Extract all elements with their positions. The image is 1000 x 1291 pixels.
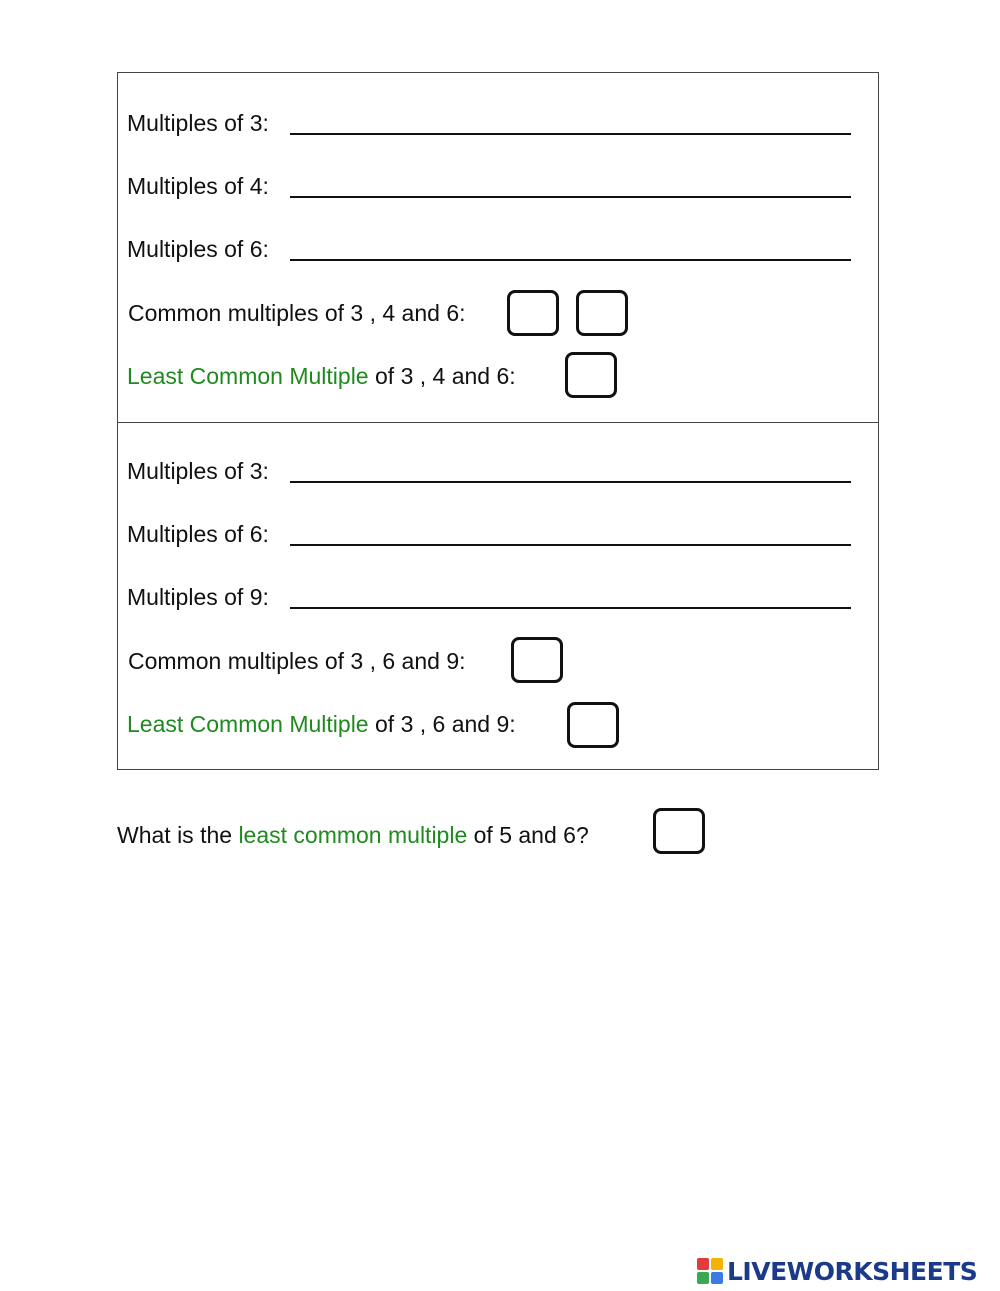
question-answer-box[interactable] xyxy=(653,808,705,854)
lcm-row xyxy=(127,710,516,738)
common-multiples-row xyxy=(128,647,466,675)
lcm-green-label: Least Common Multiple xyxy=(127,711,369,737)
multiples-label: Multiples of 6: xyxy=(127,521,269,547)
multiples-label: Multiples of 6: xyxy=(127,236,269,262)
logo-text: LIVEWORKSHEETS xyxy=(727,1256,978,1286)
multiples-row xyxy=(127,583,269,611)
common-multiples-label: Common multiples of 3 , 4 and 6: xyxy=(128,300,466,326)
logo-mark-icon xyxy=(697,1258,723,1284)
common-multiple-answer-box[interactable] xyxy=(507,290,559,336)
exercise-box-2 xyxy=(117,422,879,770)
lcm-answer-box[interactable] xyxy=(565,352,617,398)
question xyxy=(117,821,589,849)
common-multiples-row xyxy=(128,299,466,327)
question-prefix: What is the xyxy=(117,822,239,848)
common-multiples-label: Common multiples of 3 , 6 and 9: xyxy=(128,648,466,674)
answer-line[interactable] xyxy=(290,133,851,135)
answer-line[interactable] xyxy=(290,259,851,261)
multiples-label: Multiples of 4: xyxy=(127,173,269,199)
question-green-text: least common multiple xyxy=(238,822,468,848)
answer-line[interactable] xyxy=(290,607,851,609)
multiples-label: Multiples of 3: xyxy=(127,458,269,484)
common-multiple-answer-box[interactable] xyxy=(511,637,563,683)
lcm-row xyxy=(127,362,516,390)
answer-line[interactable] xyxy=(290,481,851,483)
exercise-box-1 xyxy=(117,72,879,423)
multiples-row xyxy=(127,109,269,137)
lcm-green-label: Least Common Multiple xyxy=(127,363,369,389)
multiples-label: Multiples of 3: xyxy=(127,110,269,136)
lcm-label: of 3 , 4 and 6: xyxy=(368,363,516,389)
answer-line[interactable] xyxy=(290,196,851,198)
multiples-label: Multiples of 9: xyxy=(127,584,269,610)
question-suffix: of 5 and 6? xyxy=(467,822,589,848)
multiples-row xyxy=(127,235,269,263)
liveworksheets-logo xyxy=(697,1254,977,1288)
common-multiple-answer-box[interactable] xyxy=(576,290,628,336)
lcm-answer-box[interactable] xyxy=(567,702,619,748)
lcm-label: of 3 , 6 and 9: xyxy=(368,711,516,737)
multiples-row xyxy=(127,520,269,548)
multiples-row xyxy=(127,172,269,200)
multiples-row xyxy=(127,457,269,485)
answer-line[interactable] xyxy=(290,544,851,546)
